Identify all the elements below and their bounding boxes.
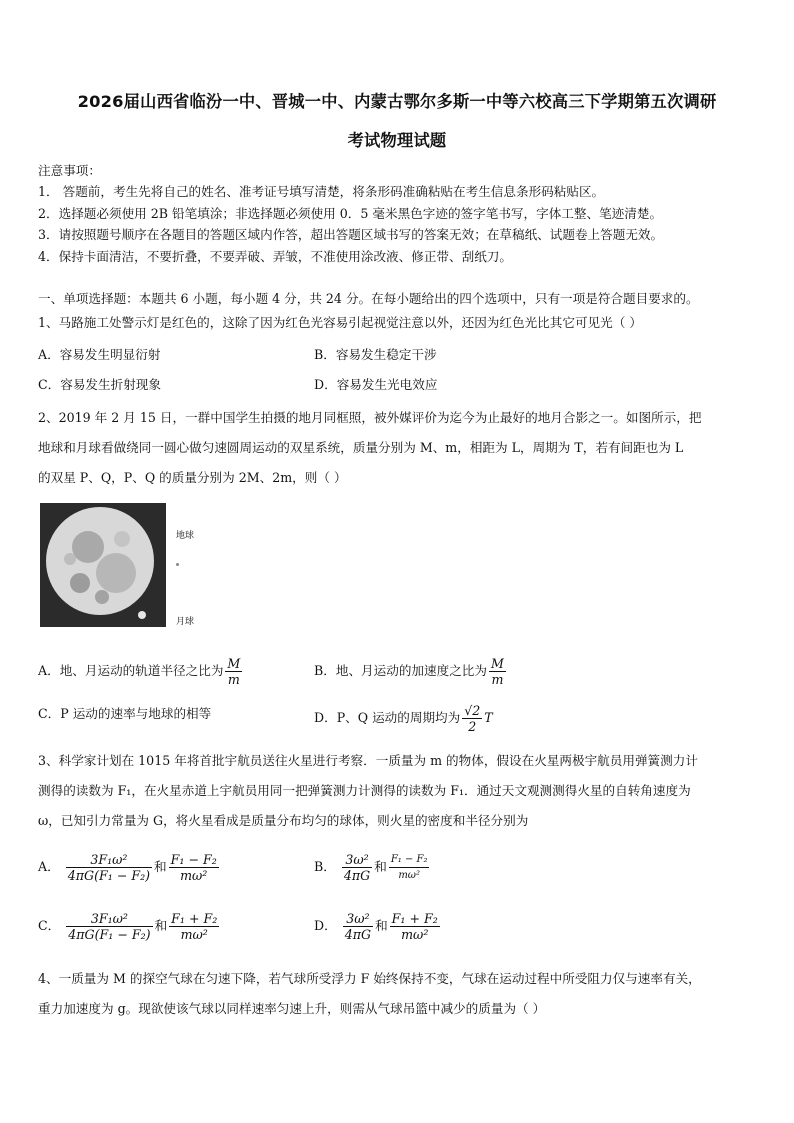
conjunction: 和 (154, 918, 168, 933)
question-3-option-a (38, 852, 221, 883)
fraction-denominator: mω² (401, 927, 429, 942)
note-item: 3．请按照题号顺序在各题目的答题区域内作答，超出答题区域书写的答案无效；在草稿纸、试题卷上答题无效。 (38, 227, 664, 242)
fraction-denominator: 4πG (343, 868, 371, 883)
fraction-numerator: 3F₁ω² (66, 852, 152, 868)
page-title: 2026届山西省临汾一中、晋城一中、内蒙古鄂尔多斯一中等六校高三下学期第五次调研 (77, 92, 717, 111)
conjunction: 和 (374, 859, 387, 874)
fraction (343, 911, 373, 942)
question-3-option-c (38, 911, 221, 942)
fraction-numerator: F₁ + F₂ (391, 911, 438, 926)
fraction (169, 852, 219, 883)
fraction (462, 703, 482, 734)
option-label: D． (314, 918, 337, 933)
note-item: 1． 答题前，考生先将自己的姓名、准考证号填写清楚，将条形码准确粘贴在考生信息条形码粘贴区。 (38, 184, 605, 199)
fraction (66, 852, 152, 883)
option-label: A． (38, 859, 60, 874)
fraction-numerator: F₁ − F₂ (170, 852, 217, 867)
fraction-numerator: 3ω² (343, 911, 373, 927)
fraction-denominator: m (491, 672, 504, 687)
fraction (489, 656, 506, 687)
conjunction: 和 (375, 918, 388, 933)
fraction (342, 852, 372, 883)
fraction-denominator: m (227, 672, 240, 687)
question-1-option-a: A．容易发生明显衍射 (38, 347, 161, 362)
option-text: D．P、Q 运动的周期均为 (314, 710, 461, 725)
page-subtitle: 考试物理试题 (347, 131, 447, 150)
question-2-option-b (314, 656, 508, 687)
option-tail: T (484, 710, 493, 725)
fraction-numerator: F₁ + F₂ (171, 911, 218, 926)
question-2-stem-line: 地球和月球看做绕同一圆心做匀速圆周运动的双星系统，质量分别为 M、m，相距为 L，周期为 T，若有间距也为 L (38, 440, 684, 455)
fraction (390, 911, 440, 942)
fraction-denominator: 4πG (344, 927, 372, 942)
fraction-denominator: mω² (180, 927, 208, 942)
question-2-stem-line: 2、2019 年 2 月 15 日，一群中国学生拍摄的地月同框照，被外媒评价为迄今为止最好的地月合影之一。如图所示，把 (38, 410, 702, 425)
question-1-option-d: D．容易发生光电效应 (314, 377, 438, 392)
conjunction: 和 (154, 859, 167, 874)
question-3-stem-line: ω，已知引力常量为 G，将火星看成是质量分布均匀的球体，则火星的密度和半径分别为 (38, 813, 529, 828)
question-3-stem-line: 测得的读数为 F₁，在火星赤道上宇航员用同一把弹簧测力计测得的读数为 F₁．通过天文观测测得火星的自转角速度为 (38, 783, 691, 798)
fraction (225, 656, 242, 687)
option-text: A．地、月运动的轨道半径之比为 (38, 663, 224, 678)
question-1-stem: 1、马路施工处警示灯是红色的，这除了因为红色光容易引起视觉注意以外，还因为红色光比其它可见光（ ） (38, 315, 642, 330)
fraction (169, 911, 219, 942)
question-2-option-c: C．P 运动的速率与地球的相等 (38, 706, 212, 721)
question-1-option-b: B．容易发生稳定干涉 (314, 347, 437, 362)
figure-label-earth: 地球 (176, 531, 195, 541)
question-3-stem-line: 3、科学家计划在 1015 年将首批宇航员送往火星进行考察．一质量为 m 的物体，假设在火星两极宇航员用弹簧测力计 (38, 753, 698, 768)
fraction-denominator: 4πG(F₁ − F₂) (68, 927, 151, 942)
figure-label-moon: 月球 (176, 617, 195, 627)
question-4-stem-line: 重力加速度为 g。现欲使该气球以同样速率匀速上升，则需从气球吊篮中减少的质量为（ ） (38, 1001, 546, 1016)
fraction-numerator: 3F₁ω² (66, 911, 152, 927)
fraction-numerator: M (227, 656, 241, 671)
fraction (389, 852, 430, 883)
question-2-option-a (38, 656, 244, 687)
question-4-stem-line: 4、一质量为 M 的探空气球在匀速下降，若气球所受浮力 F 始终保持不变，气球在运动过程中所受阻力仅与速率有关， (38, 971, 701, 986)
note-item: 2．选择题必须使用 2B 铅笔填涂；非选择题必须使用 0．5 毫米黑色字迹的签字笔书写，字体工整、笔迹清楚。 (38, 206, 663, 221)
fraction-denominator: 2 (468, 719, 477, 734)
fraction-numerator: F₁ − F₂ (389, 852, 430, 868)
fraction-numerator: √2 (464, 703, 481, 718)
question-3-option-b (314, 852, 431, 883)
fraction-denominator: 4πG(F₁ − F₂) (67, 868, 151, 883)
note-item: 4．保持卡面清洁，不要折叠，不要弄破、弄皱，不准使用涂改液、修正带、刮纸刀。 (38, 249, 512, 264)
fraction (66, 911, 152, 942)
option-label: C． (38, 918, 61, 933)
fraction-numerator: 3ω² (342, 852, 372, 868)
notes-heading: 注意事项： (38, 163, 101, 178)
question-1-option-c: C．容易发生折射现象 (38, 377, 161, 392)
option-label: B． (314, 859, 336, 874)
fraction-denominator: mω² (180, 868, 208, 883)
question-2-stem-line: 的双星 P、Q，P、Q 的质量分别为 2M、2m，则（ ） (38, 470, 347, 485)
question-2-option-d (314, 703, 493, 734)
section-heading: 一、单项选择题：本题共 6 小题，每小题 4 分，共 24 分。在每小题给出的四个选项中，只有一项是符合题目要求的。 (38, 291, 699, 306)
question-3-option-d (314, 911, 442, 942)
figure-dot (176, 563, 179, 566)
fraction-numerator: M (490, 656, 504, 671)
earth-moon-photo (40, 503, 166, 627)
fraction-denominator: mω² (398, 870, 420, 881)
option-text: B．地、月运动的加速度之比为 (314, 663, 487, 678)
